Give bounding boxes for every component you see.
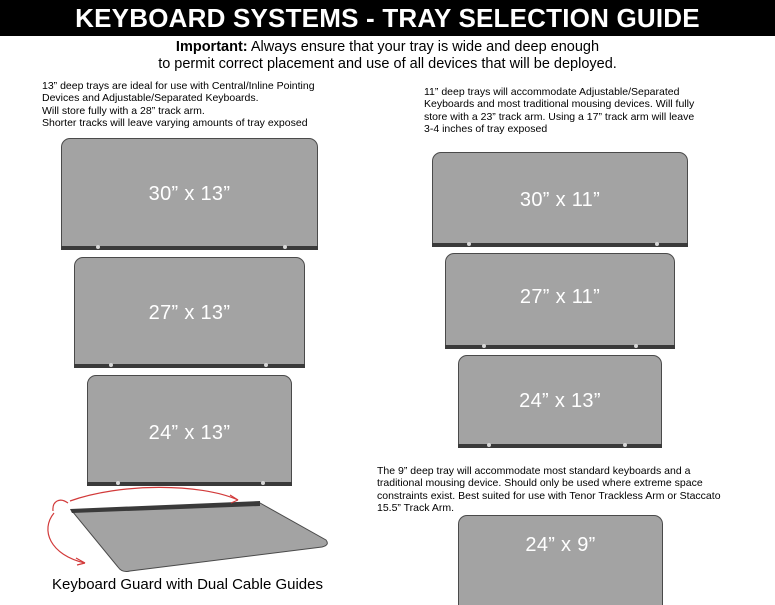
rail-dot (623, 443, 627, 447)
rail-dot (482, 344, 486, 348)
desc-11-inch (424, 86, 694, 136)
tray-rail (445, 345, 675, 349)
desc-line: store with a 23” track arm. Using a 17” track arm will leave (424, 110, 695, 123)
arrowhead-icon (230, 495, 238, 503)
desc-13-inch (42, 80, 315, 130)
tray-27x11 (445, 253, 675, 349)
keyboard-guard-illustration (40, 485, 340, 575)
desc-line: Shorter tracks will leave varying amounts of tray exposed (42, 117, 308, 130)
tray-24x13 (87, 375, 292, 486)
tray-30x11 (432, 152, 688, 247)
guide-caption: Keyboard Guard with Dual Cable Guides (52, 576, 323, 593)
tray-perspective-icon (72, 503, 327, 572)
rail-dot (109, 363, 113, 367)
cable-arrow-icon (70, 487, 238, 501)
desc-line: traditional mousing device. Should only be used where extreme space (377, 477, 703, 490)
rail-dot (487, 443, 491, 447)
desc-line: Will store fully with a 28” track arm. (42, 104, 205, 117)
desc-9-inch (377, 465, 721, 515)
page-title: KEYBOARD SYSTEMS - TRAY SELECTION GUIDE (0, 0, 775, 36)
desc-line: 15.5” Track Arm. (377, 502, 455, 515)
cable-arrow-icon (53, 500, 68, 511)
rail-dot (655, 242, 659, 246)
desc-line: constraints exist. Best suited for use with Tenor Trackless Arm or Staccato (377, 489, 721, 502)
important-note (0, 39, 775, 73)
tray-label: 27” x 11” (519, 286, 601, 308)
tray-24x13-right (458, 355, 662, 448)
desc-line: 11” deep trays will accommodate Adjustable/Separated (424, 86, 680, 98)
tray-24x9 (458, 515, 663, 605)
important-line-2: to permit correct placement and use of all devices that will be deployed. (158, 56, 617, 72)
tray-label: 24” x 13” (519, 390, 601, 412)
desc-line: Keyboards and most traditional mousing devices. Will fully (424, 98, 695, 111)
important-label: Important: (175, 39, 248, 55)
tray-label: 30” x 13” (148, 183, 231, 205)
rail-dot (467, 242, 471, 246)
tray-30x13 (61, 138, 318, 250)
rail-dot (96, 245, 100, 249)
desc-line: 3-4 inches of tray exposed (424, 123, 548, 136)
desc-line: 13” deep trays are ideal for use with Central/Inline Pointing (42, 80, 315, 92)
tray-label: 30” x 11” (519, 189, 601, 211)
desc-line: The 9” deep tray will accommodate most standard keyboards and a (377, 465, 691, 477)
rail-dot (634, 344, 638, 348)
rail-dot (264, 363, 268, 367)
tray-27x13 (74, 257, 305, 368)
tray-label: 24” x 13” (148, 422, 231, 444)
rail-dot (283, 245, 287, 249)
tray-label: 27” x 13” (148, 302, 231, 324)
tray-label: 24” x 9” (525, 534, 596, 556)
important-line-1: Always ensure that your tray is wide and deep enough (247, 39, 600, 55)
desc-line: Devices and Adjustable/Separated Keyboards. (42, 92, 259, 105)
